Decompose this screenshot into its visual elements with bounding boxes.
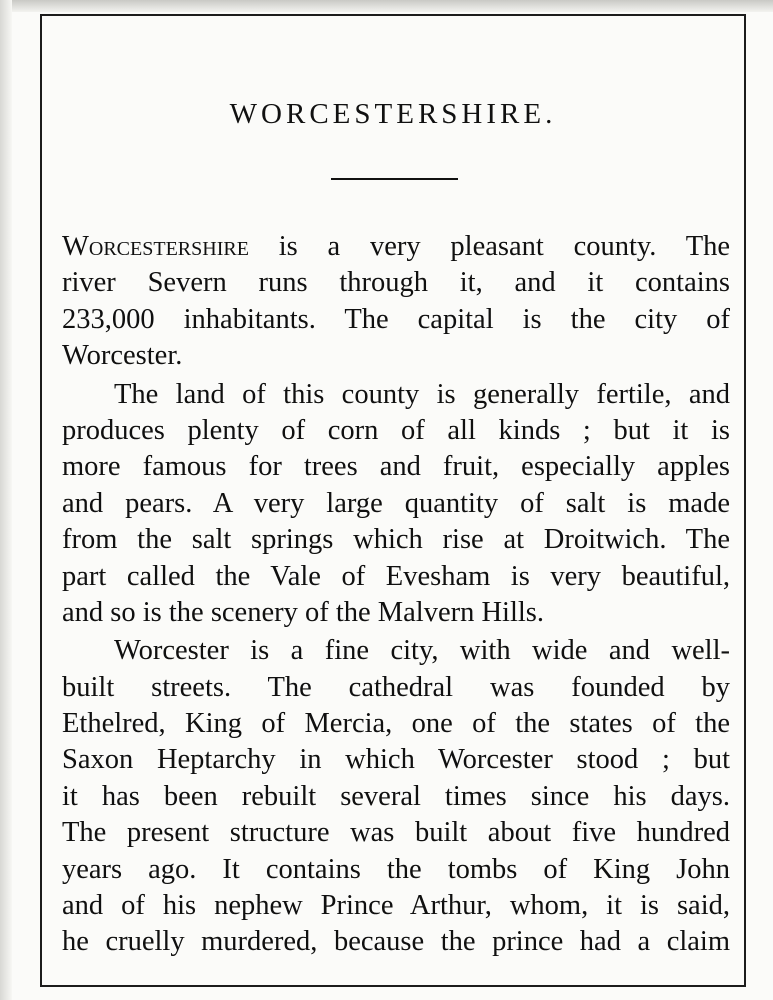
paragraph-1 — [62, 229, 730, 375]
text-line: Ethelred, King of Mercia, one of the states of the — [62, 708, 730, 740]
text-line: and so is the scenery of the Malvern Hills. — [62, 596, 545, 628]
text-line: river Severn runs through it, and it contains — [62, 267, 730, 299]
title-rule — [331, 178, 458, 180]
text-line: Worcester is a fine city, with wide and well- — [114, 635, 730, 667]
page-title: WORCESTERSHIRE. — [229, 98, 557, 130]
text-line: from the salt springs which rise at Droitwich. The — [62, 524, 730, 556]
line-text: is a very pleasant county. The — [248, 231, 730, 262]
text-line: years ago. It contains the tombs of King John — [62, 853, 730, 885]
text-line — [62, 229, 730, 265]
page-left-edge — [0, 0, 12, 1000]
paragraph-2 — [62, 377, 730, 632]
text-line: The present structure was built about five hundred — [62, 817, 730, 849]
text-line: part called the Vale of Evesham is very beautiful, — [62, 560, 730, 592]
text-line: he cruelly murdered, because the prince had a claim — [62, 926, 730, 958]
body-text — [62, 229, 730, 961]
text-line: Saxon Heptarchy in which Worcester stood ; but — [62, 744, 730, 776]
paragraph-3 — [62, 633, 730, 961]
page-top-edge — [0, 0, 773, 12]
text-line: and of his nephew Prince Arthur, whom, it is said, — [62, 890, 730, 922]
text-line: produces plenty of corn of all kinds ; but it is — [62, 414, 730, 446]
text-line: Worcester. — [62, 340, 183, 372]
text-line: 233,000 inhabitants. The capital is the city of — [62, 303, 730, 335]
text-line: and pears. A very large quantity of salt is made — [62, 487, 730, 519]
small-caps-lead: Worcestershire — [62, 231, 249, 262]
text-line: The land of this county is generally fertile, and — [114, 378, 730, 410]
text-line: it has been rebuilt several times since his days. — [62, 780, 730, 812]
text-line: more famous for trees and fruit, especially apples — [62, 451, 730, 483]
text-line: built streets. The cathedral was founded by — [62, 671, 730, 703]
